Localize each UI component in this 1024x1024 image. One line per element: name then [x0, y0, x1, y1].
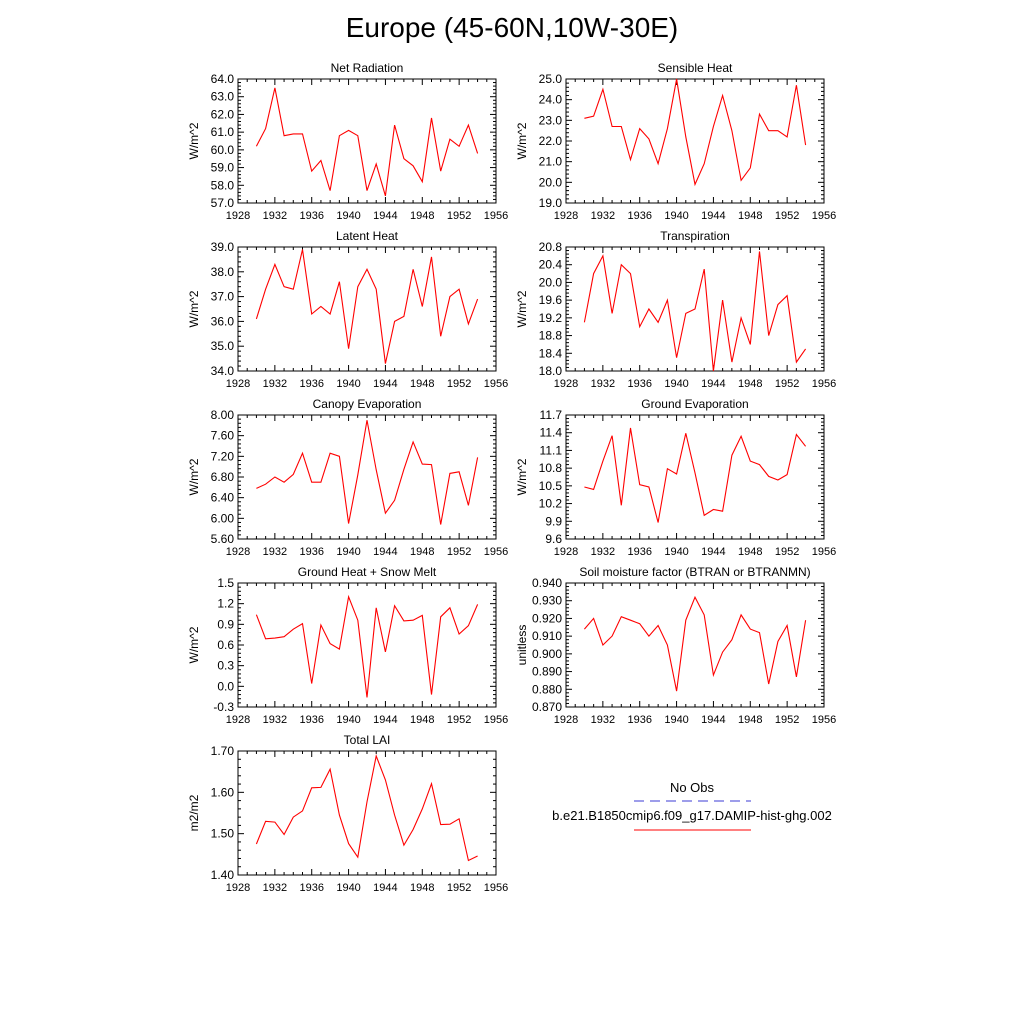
x-tick-label: 1944	[701, 546, 726, 558]
x-tick-label: 1928	[225, 714, 251, 726]
panel-title: Soil moisture factor (BTRAN or BTRANMN)	[579, 565, 811, 579]
y-tick-label: 58.0	[210, 178, 234, 193]
x-tick-label: 1952	[446, 714, 472, 726]
x-tick-label: 1928	[225, 378, 251, 390]
y-tick-label: 6.40	[210, 490, 234, 505]
plot-frame	[238, 583, 496, 707]
x-tick-label: 1948	[738, 714, 763, 726]
y-tick-label: 0.910	[531, 629, 562, 644]
panel-total-lai	[187, 733, 508, 894]
y-tick-label: 9.9	[545, 514, 562, 529]
series-line	[256, 597, 477, 698]
x-tick-label: 1956	[811, 546, 837, 558]
series-line	[256, 88, 477, 196]
x-tick-label: 1948	[410, 210, 435, 222]
y-tick-label: 62.0	[210, 107, 234, 122]
y-tick-label: 11.1	[539, 443, 562, 458]
x-tick-label: 1928	[553, 378, 579, 390]
page-title: Europe (45-60N,10W-30E)	[345, 12, 679, 43]
x-tick-label: 1944	[373, 714, 398, 726]
y-tick-label: 10.5	[538, 478, 562, 493]
y-tick-label: 20.4	[538, 257, 562, 272]
y-tick-label: 0.940	[531, 576, 562, 590]
series-line	[256, 420, 477, 524]
y-tick-label: 18.8	[538, 328, 562, 343]
x-tick-label: 1944	[373, 546, 398, 558]
y-tick-label: -0.3	[213, 700, 234, 714]
y-tick-label: 1.60	[210, 785, 234, 800]
x-tick-label: 1940	[336, 378, 361, 390]
y-tick-label: 25.0	[538, 72, 562, 86]
y-tick-label: 1.2	[217, 596, 234, 611]
y-tick-label: 1.70	[210, 744, 234, 758]
x-tick-label: 1932	[590, 210, 616, 222]
y-tick-label: 20.0	[538, 175, 562, 190]
x-tick-label: 1936	[627, 210, 652, 222]
y-tick-label: 8.00	[210, 408, 234, 422]
x-tick-label: 1940	[664, 378, 689, 390]
x-tick-label: 1956	[811, 714, 837, 726]
y-tick-label: 9.6	[545, 532, 562, 546]
y-tick-label: 1.50	[210, 826, 234, 841]
y-tick-label: 0.890	[531, 664, 562, 679]
y-axis-label: W/m^2	[187, 290, 201, 328]
y-tick-label: 0.0	[217, 679, 234, 694]
x-tick-label: 1928	[225, 882, 251, 894]
y-tick-label: 38.0	[210, 264, 234, 279]
y-tick-label: 22.0	[538, 134, 562, 148]
legend	[552, 780, 832, 830]
x-tick-label: 1952	[774, 714, 800, 726]
x-tick-label: 1952	[774, 378, 800, 390]
y-tick-label: 19.0	[538, 196, 562, 210]
x-tick-label: 1948	[410, 714, 435, 726]
x-tick-label: 1940	[664, 546, 689, 558]
y-tick-label: 0.930	[531, 593, 562, 608]
y-axis-label: W/m^2	[187, 122, 201, 160]
x-tick-label: 1936	[299, 378, 324, 390]
x-tick-label: 1952	[774, 210, 800, 222]
x-tick-label: 1944	[701, 210, 726, 222]
y-tick-label: 7.60	[210, 428, 234, 443]
y-tick-label: 0.6	[217, 638, 234, 652]
y-tick-label: 61.0	[210, 125, 234, 140]
x-tick-label: 1932	[590, 378, 616, 390]
x-tick-label: 1936	[299, 546, 324, 558]
x-tick-label: 1952	[446, 210, 472, 222]
x-tick-label: 1932	[262, 546, 288, 558]
series-line	[584, 79, 805, 184]
y-tick-label: 7.20	[210, 449, 234, 464]
y-tick-label: 19.2	[538, 310, 562, 325]
x-tick-label: 1948	[738, 378, 763, 390]
plot-frame	[238, 751, 496, 875]
series-line	[584, 597, 805, 691]
panel-canopy-evaporation	[187, 397, 508, 558]
y-tick-label: 63.0	[210, 89, 234, 104]
x-tick-label: 1956	[483, 210, 509, 222]
x-tick-label: 1928	[225, 546, 251, 558]
y-tick-label: 20.8	[538, 240, 562, 254]
y-tick-label: 6.80	[210, 470, 234, 484]
series-line	[256, 756, 477, 861]
y-tick-label: 59.0	[210, 160, 234, 175]
y-axis-label: W/m^2	[515, 122, 529, 160]
x-tick-label: 1928	[553, 210, 579, 222]
x-tick-label: 1936	[299, 210, 324, 222]
y-tick-label: 0.3	[217, 658, 234, 673]
x-tick-label: 1952	[446, 882, 472, 894]
x-tick-label: 1936	[299, 714, 324, 726]
x-tick-label: 1932	[590, 714, 616, 726]
x-tick-label: 1940	[336, 882, 361, 894]
panel-transpiration	[515, 229, 836, 390]
y-tick-label: 0.900	[531, 646, 562, 661]
y-tick-label: 5.60	[210, 532, 234, 546]
x-tick-label: 1956	[483, 882, 509, 894]
y-tick-label: 6.00	[210, 511, 234, 526]
panel-ground-evaporation	[515, 397, 836, 558]
x-tick-label: 1948	[410, 378, 435, 390]
x-tick-label: 1940	[336, 714, 361, 726]
y-axis-label: m2/m2	[187, 794, 201, 832]
x-tick-label: 1936	[627, 546, 652, 558]
x-tick-label: 1940	[664, 714, 689, 726]
y-tick-label: 1.40	[210, 868, 234, 882]
x-tick-label: 1956	[811, 378, 837, 390]
x-tick-label: 1948	[738, 546, 763, 558]
panel-sensible-heat	[515, 61, 836, 222]
panel-title: Transpiration	[660, 229, 730, 243]
y-tick-label: 10.2	[538, 496, 562, 511]
x-tick-label: 1932	[262, 210, 288, 222]
plot-frame	[566, 583, 824, 707]
y-tick-label: 64.0	[210, 72, 234, 86]
x-tick-label: 1936	[627, 714, 652, 726]
x-tick-label: 1944	[373, 378, 398, 390]
x-tick-label: 1944	[701, 378, 726, 390]
y-tick-label: 0.870	[531, 700, 562, 714]
y-tick-label: 23.0	[538, 113, 562, 128]
x-tick-label: 1932	[262, 378, 288, 390]
y-tick-label: 20.0	[538, 275, 562, 290]
y-tick-label: 34.0	[210, 364, 234, 378]
plot-frame	[238, 415, 496, 539]
y-tick-label: 1.5	[217, 576, 234, 590]
panel-title: Ground Heat + Snow Melt	[297, 565, 437, 579]
x-tick-label: 1936	[299, 882, 324, 894]
panel-latent-heat	[187, 229, 508, 390]
panel-title: Latent Heat	[335, 229, 399, 243]
x-tick-label: 1940	[336, 210, 361, 222]
x-tick-label: 1948	[410, 882, 435, 894]
x-tick-label: 1956	[483, 546, 509, 558]
x-tick-label: 1936	[627, 378, 652, 390]
x-tick-label: 1952	[446, 546, 472, 558]
y-tick-label: 0.880	[531, 682, 562, 697]
x-tick-label: 1928	[225, 210, 251, 222]
x-tick-label: 1932	[590, 546, 616, 558]
plot-frame	[566, 415, 824, 539]
x-tick-label: 1952	[774, 546, 800, 558]
y-axis-label: W/m^2	[187, 626, 201, 664]
x-tick-label: 1932	[262, 882, 288, 894]
x-tick-label: 1952	[446, 378, 472, 390]
x-tick-label: 1940	[664, 210, 689, 222]
panel-title: Canopy Evaporation	[312, 397, 422, 411]
panel-title: Net Radiation	[330, 61, 404, 75]
series-line	[256, 250, 477, 364]
x-tick-label: 1956	[483, 714, 509, 726]
y-tick-label: 57.0	[210, 196, 234, 210]
series-line	[584, 251, 805, 371]
series-line	[584, 428, 805, 523]
y-tick-label: 36.0	[210, 314, 234, 329]
y-axis-label: W/m^2	[515, 458, 529, 496]
x-tick-label: 1940	[336, 546, 361, 558]
y-tick-label: 0.9	[217, 617, 234, 632]
panel-title: Sensible Heat	[657, 61, 733, 75]
y-tick-label: 21.0	[538, 154, 562, 169]
x-tick-label: 1948	[410, 546, 435, 558]
y-tick-label: 35.0	[210, 339, 234, 354]
y-tick-label: 19.6	[538, 293, 562, 308]
x-tick-label: 1928	[553, 546, 579, 558]
x-tick-label: 1928	[553, 714, 579, 726]
legend-label-obs: No Obs	[669, 780, 715, 795]
panel-net-radiation	[187, 61, 508, 222]
y-tick-label: 10.8	[538, 461, 562, 476]
y-tick-label: 0.920	[531, 611, 562, 626]
panel-title: Total LAI	[343, 733, 391, 747]
y-axis-label: W/m^2	[187, 458, 201, 496]
x-tick-label: 1948	[738, 210, 763, 222]
x-tick-label: 1944	[373, 882, 398, 894]
x-tick-label: 1956	[483, 378, 509, 390]
y-tick-label: 39.0	[210, 240, 234, 254]
panel-title: Ground Evaporation	[641, 397, 749, 411]
y-axis-label: W/m^2	[515, 290, 529, 328]
y-tick-label: 60.0	[210, 142, 234, 157]
panel-soil-moisture-factor-btran-or-btranmn	[515, 565, 836, 726]
y-tick-label: 37.0	[210, 289, 234, 304]
panel-ground-heat-snow-melt	[187, 565, 508, 726]
x-tick-label: 1944	[701, 714, 726, 726]
x-tick-label: 1932	[262, 714, 288, 726]
plot-frame	[238, 247, 496, 371]
y-tick-label: 24.0	[538, 92, 562, 107]
y-axis-label: unitless	[515, 624, 529, 666]
y-tick-label: 18.0	[538, 364, 562, 378]
y-tick-label: 11.7	[539, 408, 562, 422]
legend-label-case: b.e21.B1850cmip6.f09_g17.DAMIP-hist-ghg.002	[552, 808, 832, 823]
x-tick-label: 1944	[373, 210, 398, 222]
y-tick-label: 11.4	[539, 425, 562, 440]
x-tick-label: 1956	[811, 210, 837, 222]
y-tick-label: 18.4	[538, 346, 562, 361]
